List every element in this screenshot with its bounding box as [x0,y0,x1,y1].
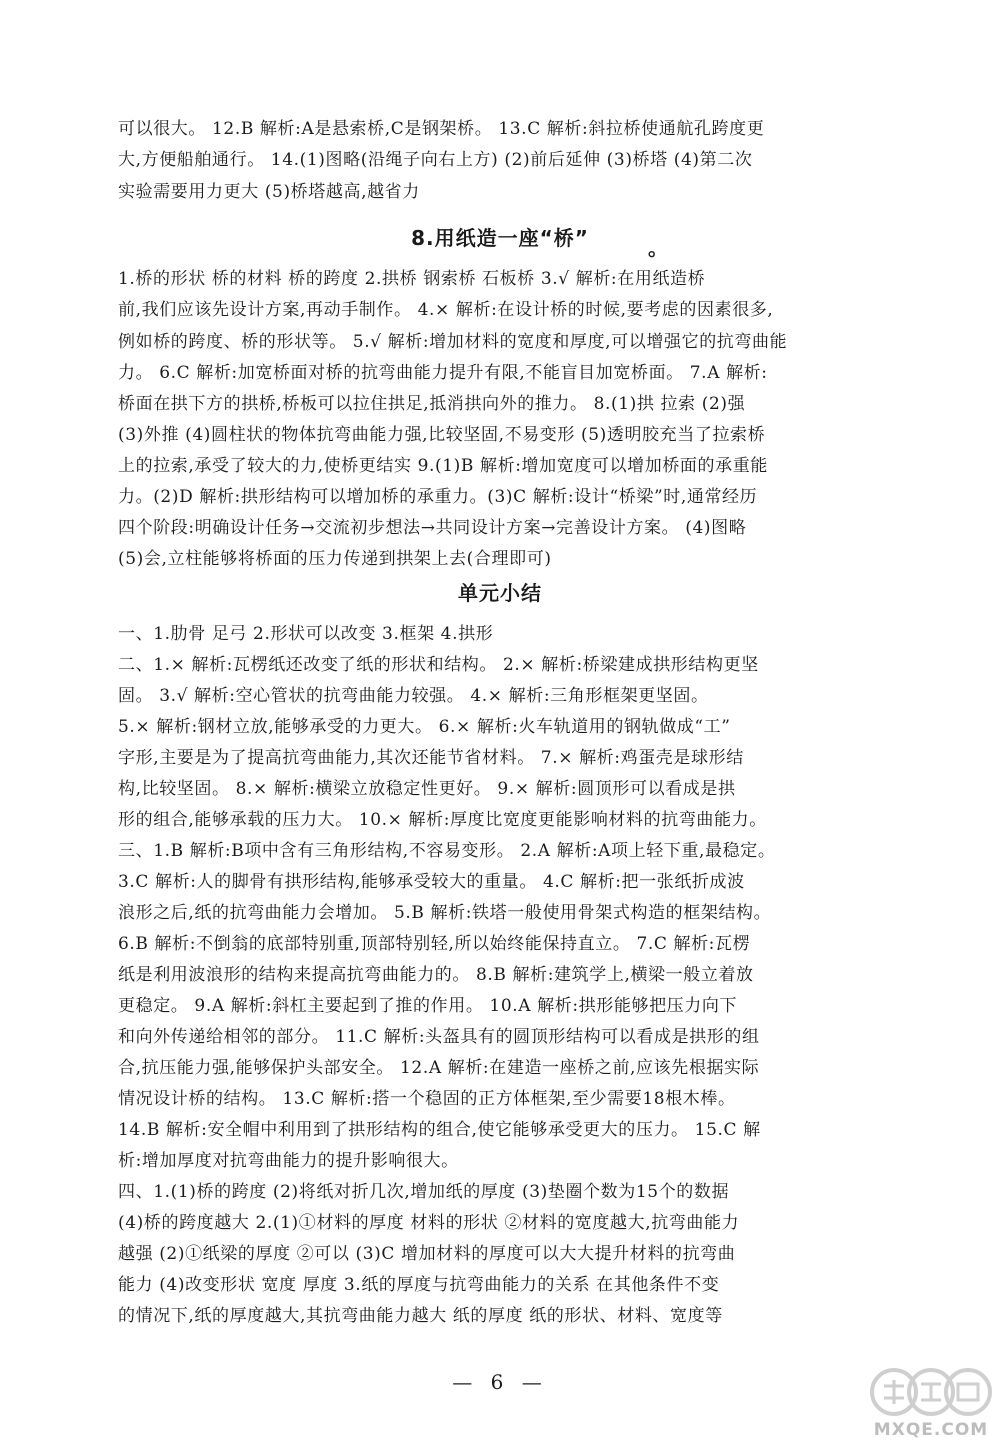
text-line: 力。 6.C 解析:加宽桥面对桥的抗弯曲能力提升有限,不能盲目加宽桥面。 7.A 解析: [118,363,768,383]
text-line: 14.B 解析:安全帽中利用到了拱形结构的组合,使它能够承受更大的压力。 15.C 解 [118,1120,761,1140]
text-line: 可以很大。 12.B 解析:A是悬索桥,C是钢架桥。 13.C 解析:斜拉桥使通航孔跨度更 [118,119,765,139]
text-line: 形的组合,能够承载的压力大。 10.× 解析:厚度比宽度更能影响材料的抗弯曲能力。 [118,810,767,830]
text-line: 的情况下,纸的厚度越大,其抗弯曲能力越大 纸的厚度 纸的形状、材料、宽度等 [118,1306,723,1326]
text-line: 合,抗压能力强,能够保护头部安全。 12.A 解析:在建造一座桥之前,应该先根据实际 [118,1058,760,1078]
text-line: 1.桥的形状 桥的材料 桥的跨度 2.拱桥 钢索桥 石板桥 3.√ 解析:在用纸造桥 [118,269,706,289]
text-line: 固。 3.√ 解析:空心管状的抗弯曲能力较强。 4.× 解析:三角形框架更坚固。 [118,686,709,706]
text-line: 力。(2)D 解析:拱形结构可以增加桥的承重力。(3)C 解析:设计“桥梁”时,通常经历 [118,487,758,507]
text-line: 越强 (2)①纸梁的厚度 ②可以 (3)C 增加材料的厚度可以大大提升材料的抗弯曲 [118,1244,736,1264]
stray-mark: 。 [648,236,668,260]
text-line: 二、1.× 解析:瓦楞纸还改变了纸的形状和结构。 2.× 解析:桥梁建成拱形结构更坚 [118,655,759,675]
text-line: 实验需要用力更大 (5)桥塔越高,越省力 [118,182,420,202]
text-line: 6.B 解析:不倒翁的底部特别重,顶部特别轻,所以始终能保持直立。 7.C 解析:瓦楞 [118,934,751,954]
text-line: 纸是利用波浪形的结构来提高抗弯曲能力的。 8.B 解析:建筑学上,横梁一般立着放 [118,965,754,985]
text-line: (3)外推 (4)圆柱状的物体抗弯曲能力强,比较坚固,不易变形 (5)透明胶充当了拉索桥 [118,425,766,445]
text-line: 四、1.(1)桥的跨度 (2)将纸对折几次,增加纸的厚度 (3)垫圈个数为15个的数据 [118,1182,730,1202]
text-line: 更稳定。 9.A 解析:斜杠主要起到了推的作用。 10.A 解析:拱形能够把压力向下 [118,996,738,1016]
text-line: 前,我们应该先设计方案,再动手制作。 4.× 解析:在设计桥的时候,要考虑的因素很多, [118,300,774,320]
text-line: (4)桥的跨度越大 2.(1)①材料的厚度 材料的形状 ②材料的宽度越大,抗弯曲能力 [118,1213,740,1233]
section-title: 8.用纸造一座“桥” [411,226,589,250]
watermark-logo [866,1362,996,1442]
text-line: 一、1.肋骨 足弓 2.形状可以改变 3.框架 4.拱形 [118,624,494,644]
text-line: 字形,主要是为了提高抗弯曲能力,其次还能节省材料。 7.× 解析:鸡蛋壳是球形结 [118,748,744,768]
text-line: 上的拉索,承受了较大的力,使桥更结实 9.(1)B 解析:增加宽度可以增加桥面的承重能 [118,456,768,476]
section-title: 单元小结 [458,581,542,605]
text-line: 能力 (4)改变形状 宽度 厚度 3.纸的厚度与抗弯曲能力的关系 在其他条件不变 [118,1275,720,1295]
text-line: 大,方便船舶通行。 14.(1)图略(沿绳子向右上方) (2)前后延伸 (3)桥塔 (4)第二次 [118,150,753,170]
text-line: 例如桥的跨度、桥的形状等。 5.√ 解析:增加材料的宽度和厚度,可以增强它的抗弯曲能 [118,332,788,352]
text-line: 情况设计桥的结构。 13.C 解析:搭一个稳固的正方体框架,至少需要18根木棒。 [118,1089,736,1109]
text-line: 构,比较坚固。 8.× 解析:横梁立放稳定性更好。 9.× 解析:圆顶形可以看成是拱 [118,779,736,799]
page-number: — 6 — [452,1370,548,1394]
text-line: 3.C 解析:人的脚骨有拱形结构,能够承受较大的重量。 4.C 解析:把一张纸折成波 [118,872,745,892]
text-line: 四个阶段:明确设计任务→交流初步想法→共同设计方案→完善设计方案。 (4)图略 [118,518,747,538]
text-line: 浪形之后,纸的抗弯曲能力会增加。 5.B 解析:铁塔一般使用骨架式构造的框架结构。 [118,903,772,923]
watermark-icon [866,1362,996,1422]
text-line: 5.× 解析:钢材立放,能够承受的力更大。 6.× 解析:火车轨道用的钢轨做成“工” [118,717,731,737]
text-line: 析:增加厚度对抗弯曲能力的提升影响很大。 [118,1151,459,1171]
text-line: 和向外传递给相邻的部分。 11.C 解析:头盔具有的圆顶形结构可以看成是拱形的组 [118,1027,760,1047]
watermark-text: MXQE.COM [873,1420,989,1440]
text-line: 桥面在拱下方的拱桥,桥板可以拉住拱足,抵消拱向外的推力。 8.(1)拱 拉索 (2)强 [118,394,746,414]
text-line: 三、1.B 解析:B项中含有三角形结构,不容易变形。 2.A 解析:A项上轻下重,最稳定。 [118,841,776,861]
text-line: (5)会,立柱能够将桥面的压力传递到拱架上去(合理即可) [118,549,552,569]
